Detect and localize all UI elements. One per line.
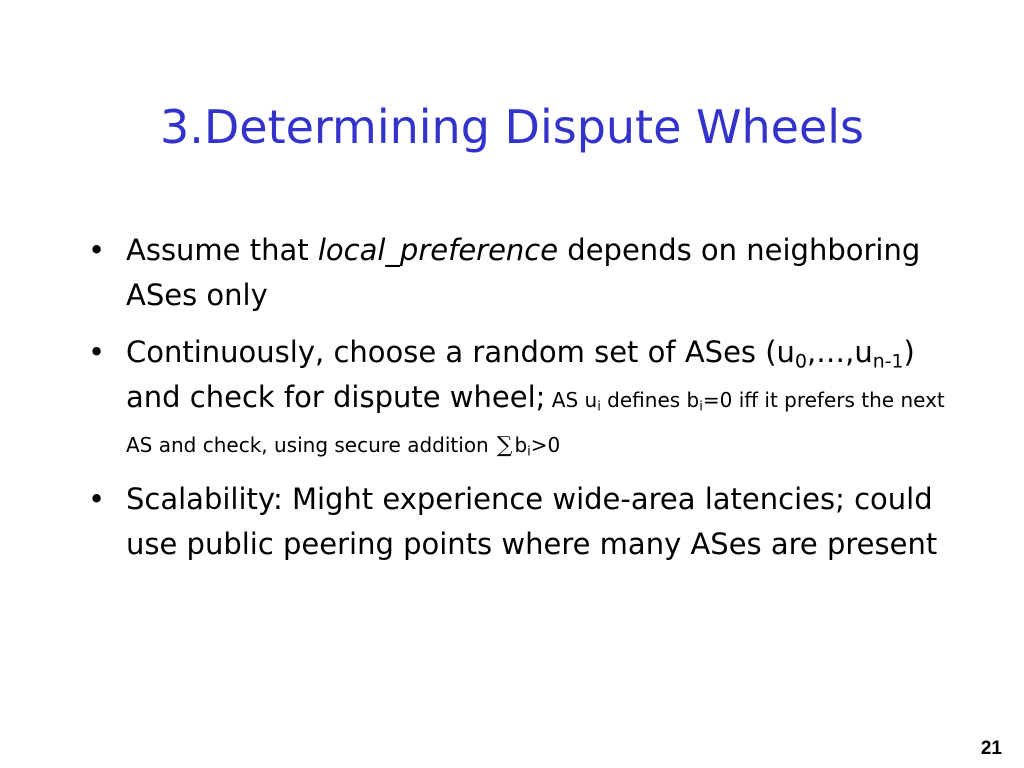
detail-text: =0 iff it prefers the next AS and check, using secure addition xyxy=(126,388,945,457)
bullet-text: Assume that xyxy=(126,233,318,267)
bullet-text: Continuously, choose a random set of ASes (u xyxy=(126,335,795,369)
page-number: 21 xyxy=(980,738,1002,759)
bullet-text: depends on neighboring ASes only xyxy=(126,233,921,312)
bullet-text: ) and check for dispute wheel; xyxy=(126,335,915,414)
bullet-item-dispute-wheel xyxy=(88,330,948,465)
slide-title: 3.Determining Dispute Wheels xyxy=(159,100,864,154)
subscript: 0 xyxy=(794,351,807,373)
detail-text: defines b xyxy=(600,388,700,412)
bullet-text: ,…,u xyxy=(806,335,873,369)
bullet-marker: • xyxy=(88,482,106,516)
bullet-text: Scalability: Might experience wide-area latencies; could use public peering points where many ASes are present xyxy=(126,482,938,561)
detail-text: b xyxy=(514,433,528,457)
subscript: i xyxy=(597,399,601,415)
bullet-marker: • xyxy=(88,335,106,369)
detail-text: >0 xyxy=(530,433,561,457)
subscript: n-1 xyxy=(872,351,904,373)
bullet-marker: • xyxy=(88,233,106,267)
bullet-item-local-preference xyxy=(88,228,948,318)
detail-text: AS u xyxy=(545,388,598,412)
bullet-item-scalability xyxy=(88,477,948,567)
subscript: i xyxy=(699,399,703,415)
bullet-list xyxy=(88,228,948,579)
sum-symbol: ∑ xyxy=(496,433,513,458)
bullet-italic-term: local_preference xyxy=(317,233,559,267)
subscript: i xyxy=(527,444,531,460)
